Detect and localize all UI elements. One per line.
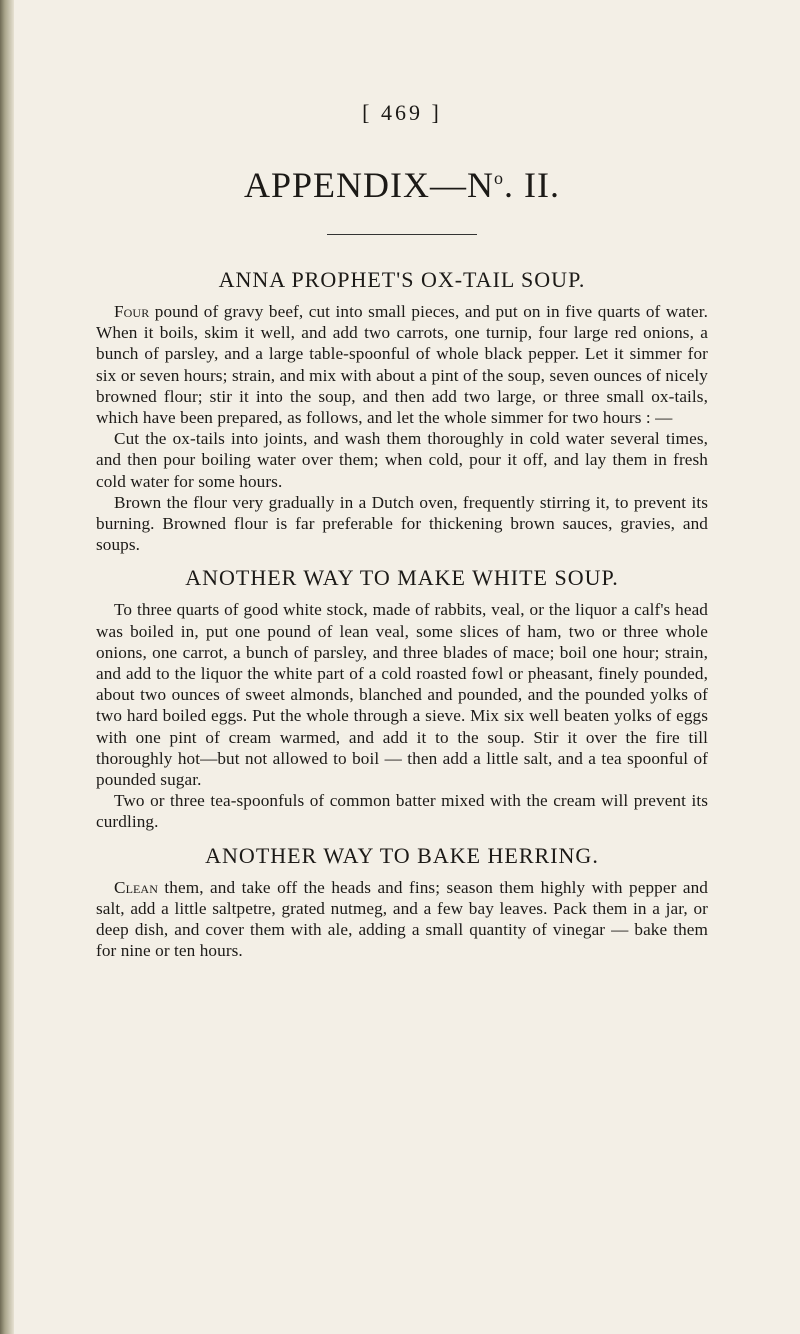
appendix-number-sign: o xyxy=(494,168,505,188)
book-page xyxy=(96,98,708,961)
paragraph-text: Two or three tea-spoonfuls of common batter mixed with the cream will prevent its curdling. xyxy=(96,791,708,832)
recipe-title-ox-tail-soup: ANNA PROPHET'S OX-TAIL SOUP. xyxy=(218,267,586,292)
recipe-paragraph xyxy=(96,877,708,962)
lead-word: Clean xyxy=(114,877,158,897)
appendix-heading xyxy=(96,156,708,205)
page-number: [ 469 ] xyxy=(362,100,442,125)
recipe-paragraph xyxy=(96,790,708,832)
recipe-paragraph xyxy=(96,599,708,790)
recipe-title-bake-herring: ANOTHER WAY TO BAKE HERRING. xyxy=(205,842,599,868)
paragraph-text: To three quarts of good white stock, made of rabbits, veal, or the liquor a calf's head was boiled in, put one pound of lean veal, some slices of ham, two or three whole onions, one carrot, a bunch of parsley, and three blades of mace; boil one hour; strain, and add to the liquor the white part of a cold roasted fowl or pheasant, finely pounded, about two ounces of sweet almonds, blanched and pounded, and the pounded yolks of two hard boiled eggs. Put the whole through a sieve. Mix six well beaten yolks of eggs with one pint of cream warmed, and add it to the soup. Stir it over the fire till thoroughly hot—but not allowed to boil — then add a little salt, and a tea spoonful of pounded sugar. xyxy=(96,600,708,790)
recipe-paragraph xyxy=(96,428,708,492)
heading-divider xyxy=(327,234,477,235)
recipe-paragraph xyxy=(96,492,708,556)
paragraph-text: pound of gravy beef, cut into small pieces, and put on in five quarts of water. When it boils, skim it well, and add two carrots, one turnip, four large red onions, a bunch of parsley, and a large table-spoonful of whole black pepper. Let it simmer for six or seven hours; strain, and mix with about a pint of the soup, seven ounces of nicely browned flour; stir it into the soup, and then add two large, or three small ox-tails, which have been prepared, as follows, and let the whole simmer for two hours : — xyxy=(96,302,708,428)
recipe-paragraph xyxy=(96,301,708,428)
paragraph-text: Cut the ox-tails into joints, and wash them thoroughly in cold water several times, and then pour boiling water over them; when cold, pour it off, and lay them in fresh cold water for some hours. xyxy=(96,429,708,491)
appendix-number: . II. xyxy=(504,165,560,205)
lead-word: Four xyxy=(114,302,150,321)
recipe-title-white-soup: ANOTHER WAY TO MAKE WHITE SOUP. xyxy=(185,565,619,591)
paragraph-text: them, and take off the heads and fins; season them highly with pepper and salt, add a little saltpetre, grated nutmeg, and a few bay leaves. Pack them in a jar, or deep dish, and cover them with ale, adding a small quantity of vinegar — bake them for nine or ten hours. xyxy=(96,877,708,961)
book-binding-edge xyxy=(0,0,14,1334)
paragraph-text: Brown the flour very gradually in a Dutch oven, frequently stirring it, to prevent its burning. Browned flour is far preferable for thickening brown sauces, gravies, and soups. xyxy=(96,492,708,555)
appendix-title: APPENDIX—N xyxy=(244,165,495,205)
